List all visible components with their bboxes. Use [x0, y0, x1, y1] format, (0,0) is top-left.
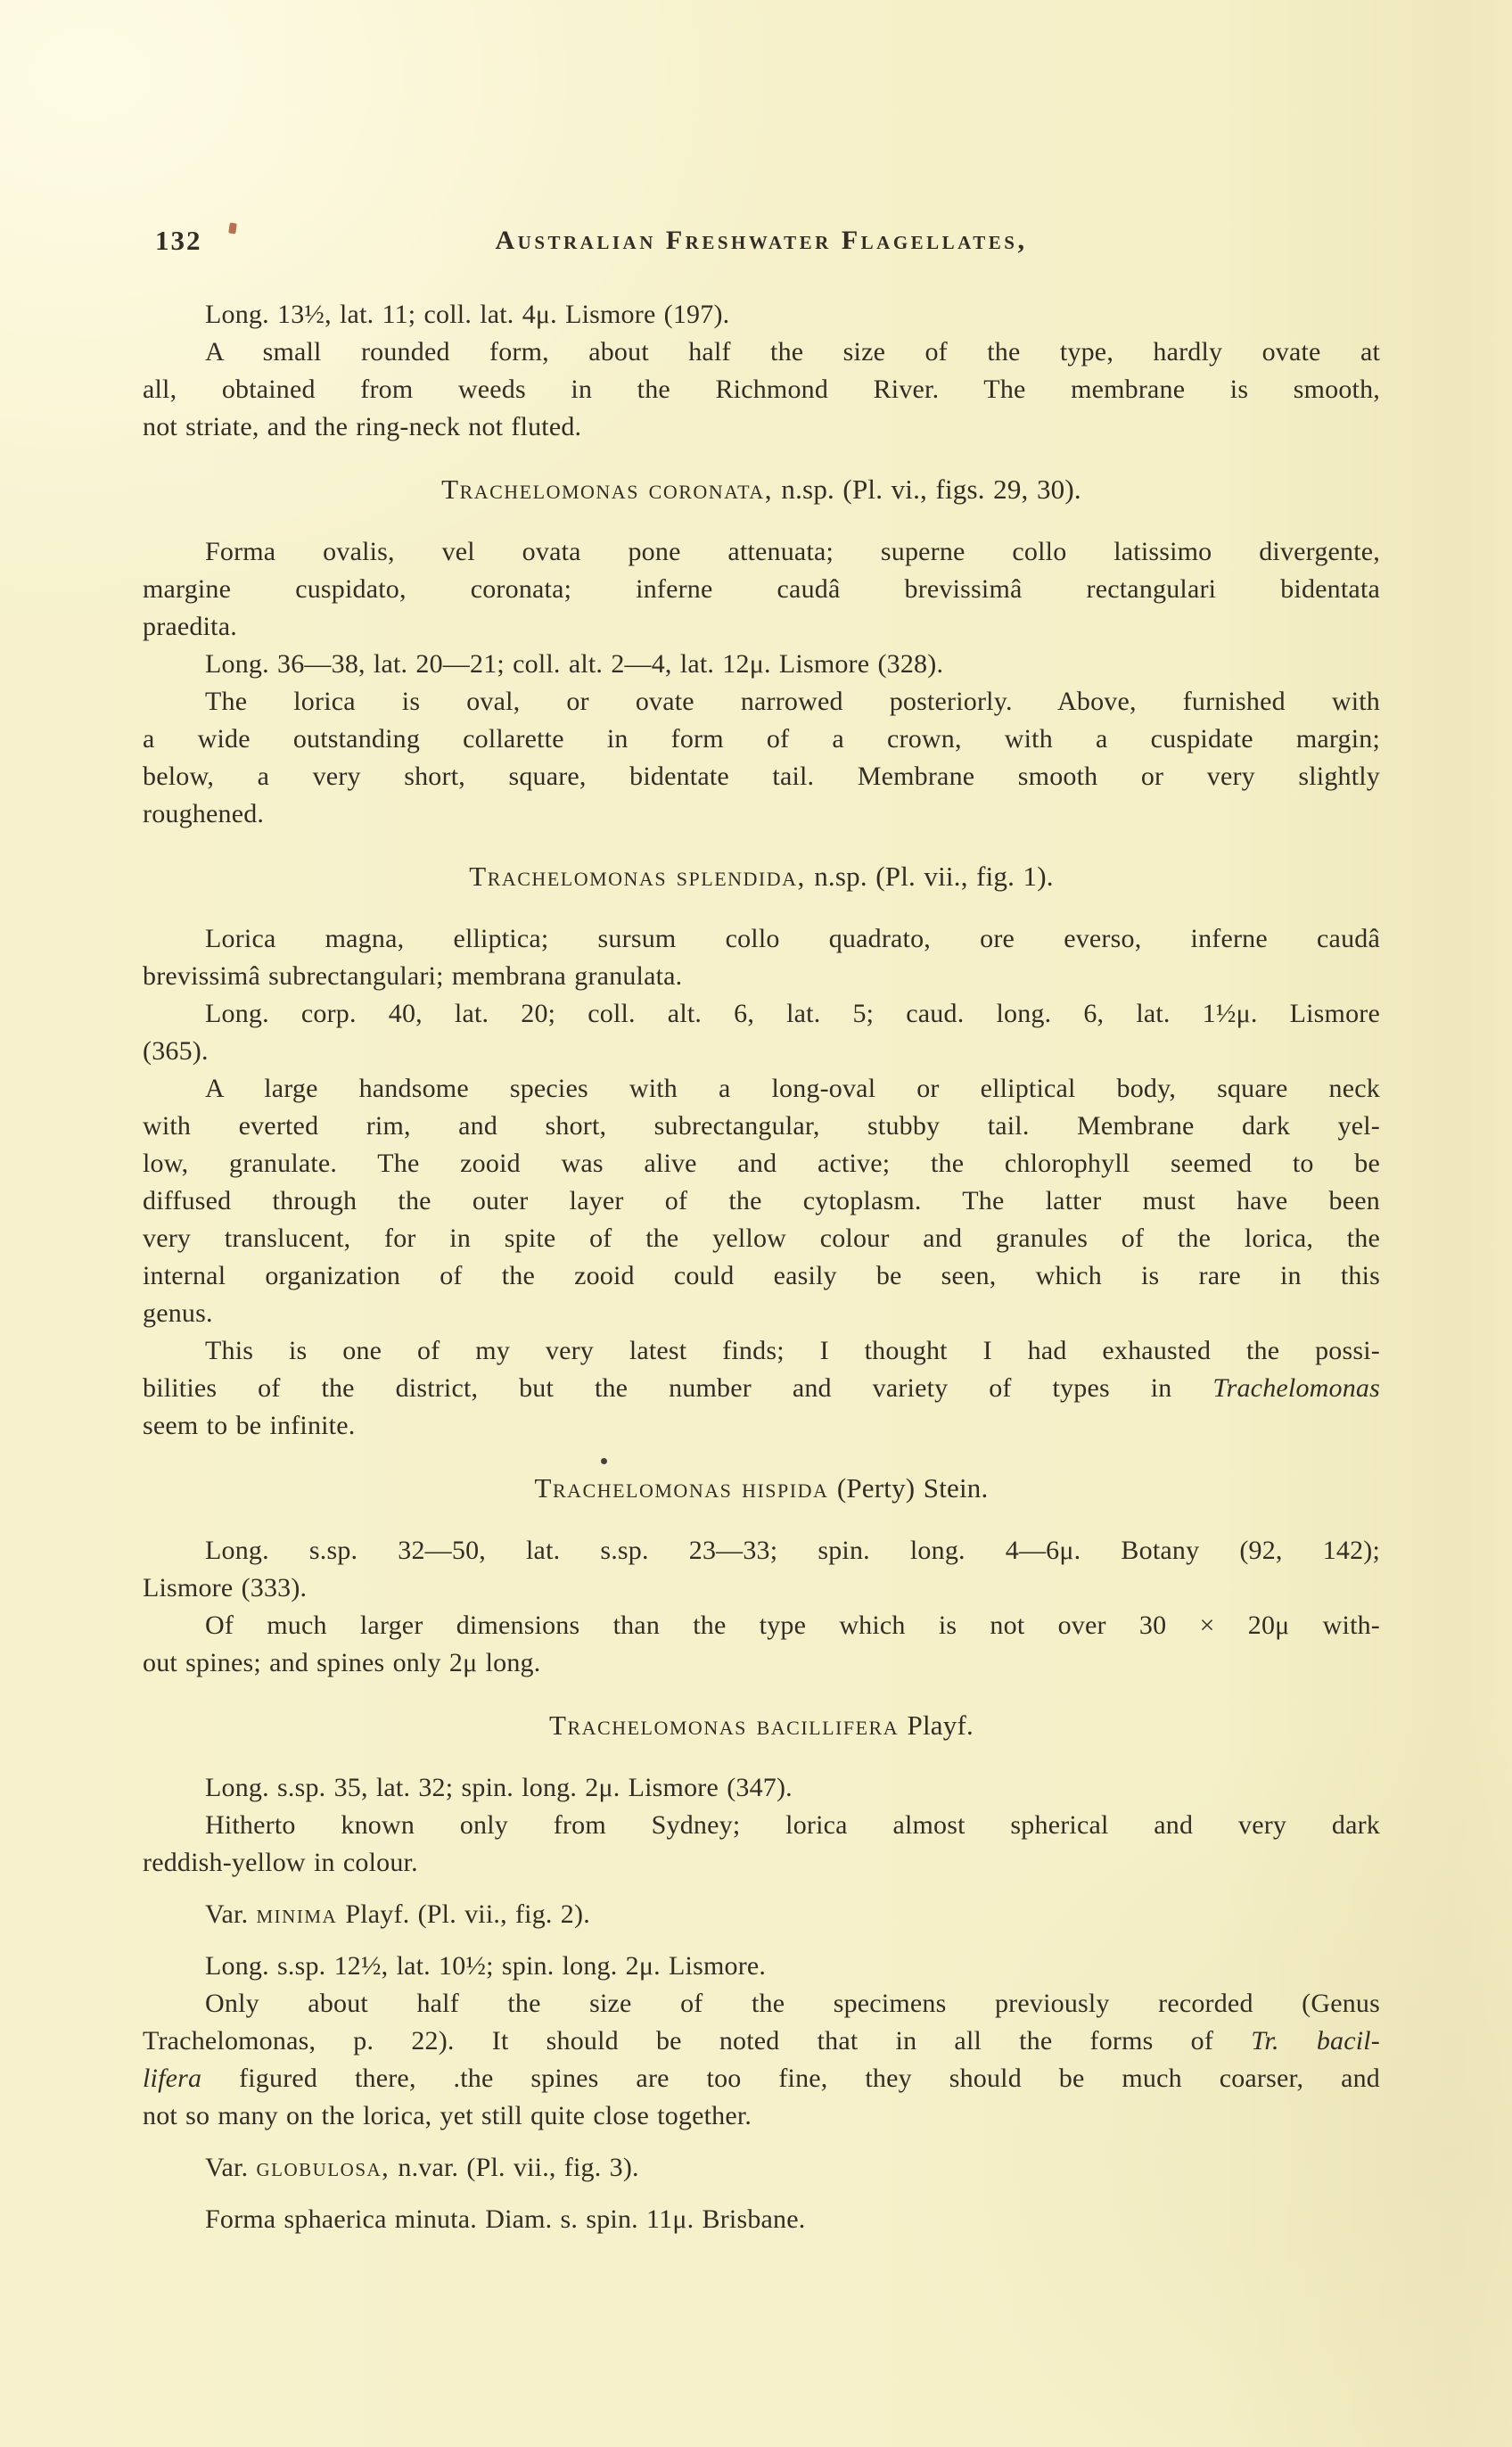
text-segment: Hitherto known only from Sydney; lorica almost spherical and very dark	[205, 1810, 1380, 1840]
text-segment: out spines; and spines only 2μ long.	[143, 1648, 541, 1677]
text-line	[143, 334, 1380, 371]
text-line	[143, 1070, 1380, 1108]
text-line	[143, 1295, 1380, 1332]
text-segment: roughened.	[143, 799, 265, 828]
text-line	[143, 1948, 1380, 1985]
text-segment: A large handsome species with a long-oval or elliptical body, square neck	[205, 1074, 1380, 1103]
variety-heading	[143, 1896, 1380, 1933]
italic-text: Tr. bacil-	[1251, 2026, 1380, 2056]
running-title: Australian Freshwater Flagellates,	[495, 226, 1028, 255]
variety-name: globulosa,	[256, 2153, 390, 2182]
text-line	[143, 1370, 1380, 1407]
text-line	[143, 1570, 1380, 1607]
text-line	[143, 995, 1380, 1033]
text-segment: margine cuspidato, coronata; inferne caudâ brevissimâ rectangulari bidentata	[143, 574, 1380, 604]
text-segment: diffused through the outer layer of the cytoplasm. The latter must have been	[143, 1186, 1380, 1215]
text-line	[143, 571, 1380, 608]
text-segment: figured there, .the spines are too fine, they should be much coarser, and	[201, 2064, 1380, 2093]
species-heading	[143, 471, 1380, 508]
text-segment: A small rounded form, about half the size of the type, hardly ovate at	[205, 337, 1380, 367]
text-line	[143, 721, 1380, 758]
variety-authority: Playf. (Pl. vii., fig. 2).	[337, 1899, 590, 1929]
page-header	[143, 221, 1380, 260]
text-line	[143, 1108, 1380, 1145]
text-segment: The lorica is oval, or ovate narrowed posteriorly. Above, furnished with	[205, 687, 1380, 716]
italic-text: Trachelomonas	[1212, 1373, 1380, 1403]
species-name: Trachelomonas hispida	[534, 1472, 829, 1504]
heading-authority: Playf.	[899, 1710, 974, 1741]
text-line	[143, 1257, 1380, 1295]
text-line	[143, 1985, 1380, 2023]
text-segment: genus.	[143, 1298, 213, 1328]
text-line	[143, 2060, 1380, 2097]
ink-speck	[601, 1458, 607, 1464]
text-line	[143, 1532, 1380, 1570]
text-segment: praedita.	[143, 612, 237, 641]
text-segment: not striate, and the ring-neck not fluted.	[143, 412, 582, 441]
text-segment: seem to be infinite.	[143, 1411, 356, 1440]
species-name: Trachelomonas splendida,	[469, 861, 806, 892]
text-line	[143, 296, 1380, 334]
text-segment: Long. 13½, lat. 11; coll. lat. 4μ. Lismore (197).	[205, 300, 730, 329]
text-line	[143, 1644, 1380, 1682]
variety-name: minima	[256, 1899, 338, 1929]
italic-text: lifera	[143, 2064, 202, 2093]
page-number: 132	[155, 225, 202, 256]
text-line	[143, 1607, 1380, 1644]
text-line	[143, 608, 1380, 646]
text-segment: Lismore (333).	[143, 1573, 308, 1602]
text-segment: very translucent, for in spite of the yellow colour and granules of the lorica, the	[143, 1224, 1380, 1253]
text-line	[143, 1807, 1380, 1844]
text-line	[143, 758, 1380, 795]
text-line	[143, 920, 1380, 958]
variety-authority: n.var. (Pl. vii., fig. 3).	[390, 2153, 639, 2182]
red-ink-speck	[228, 223, 237, 235]
text-segment: Long. s.sp. 35, lat. 32; spin. long. 2μ. Lismore (347).	[205, 1773, 793, 1802]
text-segment: all, obtained from weeds in the Richmond River. The membrane is smooth,	[143, 375, 1380, 404]
text-segment: Of much larger dimensions than the type which is not over 30 × 20μ with-	[205, 1611, 1380, 1640]
text-line	[143, 371, 1380, 408]
variety-prefix: Var.	[205, 2153, 257, 2182]
text-line	[143, 1769, 1380, 1807]
heading-authority: n.sp. (Pl. vii., fig. 1).	[805, 861, 1054, 892]
variety-prefix: Var.	[205, 1899, 257, 1929]
text-segment: (365).	[143, 1036, 209, 1066]
text-segment: bilities of the district, but the number and variety of types in	[143, 1373, 1213, 1403]
text-line	[143, 533, 1380, 571]
text-segment: Forma sphaerica minuta. Diam. s. spin. 11μ. Brisbane.	[205, 2204, 806, 2234]
text-line	[143, 646, 1380, 683]
species-name: Trachelomonas coronata,	[441, 474, 773, 505]
text-segment: This is one of my very latest finds; I thought I had exhausted the possi-	[205, 1336, 1380, 1365]
text-segment: Long. 36—38, lat. 20—21; coll. alt. 2—4, lat. 12μ. Lismore (328).	[205, 649, 944, 679]
text-line	[143, 1332, 1380, 1370]
text-segment: Long. corp. 40, lat. 20; coll. alt. 6, lat. 5; caud. long. 6, lat. 1½μ. Lismore	[205, 999, 1380, 1028]
text-segment: Forma ovalis, vel ovata pone attenuata; superne collo latissimo divergente,	[205, 537, 1380, 566]
text-line	[143, 2097, 1380, 2135]
text-line	[143, 2023, 1380, 2060]
text-segment: Trachelomonas, p. 22). It should be noted that in all the forms of	[143, 2026, 1252, 2056]
text-line	[143, 1407, 1380, 1445]
text-segment: Lorica magna, elliptica; sursum collo quadrato, ore everso, inferne caudâ	[205, 924, 1380, 953]
heading-authority: (Perty) Stein.	[828, 1472, 989, 1504]
text-segment: Long. s.sp. 12½, lat. 10½; spin. long. 2μ. Lismore.	[205, 1951, 767, 1981]
text-line	[143, 1033, 1380, 1070]
text-segment: brevissimâ subrectangulari; membrana granulata.	[143, 961, 683, 991]
text-line	[143, 1145, 1380, 1182]
text-segment: low, granulate. The zooid was alive and active; the chlorophyll seemed to be	[143, 1149, 1380, 1178]
text-line	[143, 408, 1380, 446]
text-line	[143, 795, 1380, 833]
text-segment: not so many on the lorica, yet still quite close together.	[143, 2101, 752, 2130]
text-segment: with everted rim, and short, subrectangular, stubby tail. Membrane dark yel-	[143, 1111, 1380, 1141]
text-segment: below, a very short, square, bidentate tail. Membrane smooth or very slightly	[143, 762, 1380, 791]
text-segment: a wide outstanding collarette in form of a crown, with a cuspidate margin;	[143, 724, 1380, 754]
text-line	[143, 958, 1380, 995]
text-line	[143, 1844, 1380, 1882]
text-line	[143, 2201, 1380, 2238]
text-segment: Long. s.sp. 32—50, lat. s.sp. 23—33; spin. long. 4—6μ. Botany (92, 142);	[205, 1536, 1380, 1565]
species-heading	[143, 1707, 1380, 1744]
text-segment: Only about half the size of the specimens previously recorded (Genus	[205, 1989, 1380, 2018]
heading-authority: n.sp. (Pl. vi., figs. 29, 30).	[772, 474, 1081, 505]
variety-heading	[143, 2149, 1380, 2187]
text-line	[143, 683, 1380, 721]
text-segment: reddish-yellow in colour.	[143, 1848, 418, 1877]
page-text-flow	[143, 296, 1380, 2238]
species-heading	[143, 858, 1380, 895]
species-heading	[143, 1470, 1380, 1507]
text-segment: internal organization of the zooid could easily be seen, which is rare in this	[143, 1261, 1380, 1290]
text-line	[143, 1182, 1380, 1220]
species-name: Trachelomonas bacillifera	[549, 1710, 900, 1741]
text-line	[143, 1220, 1380, 1257]
